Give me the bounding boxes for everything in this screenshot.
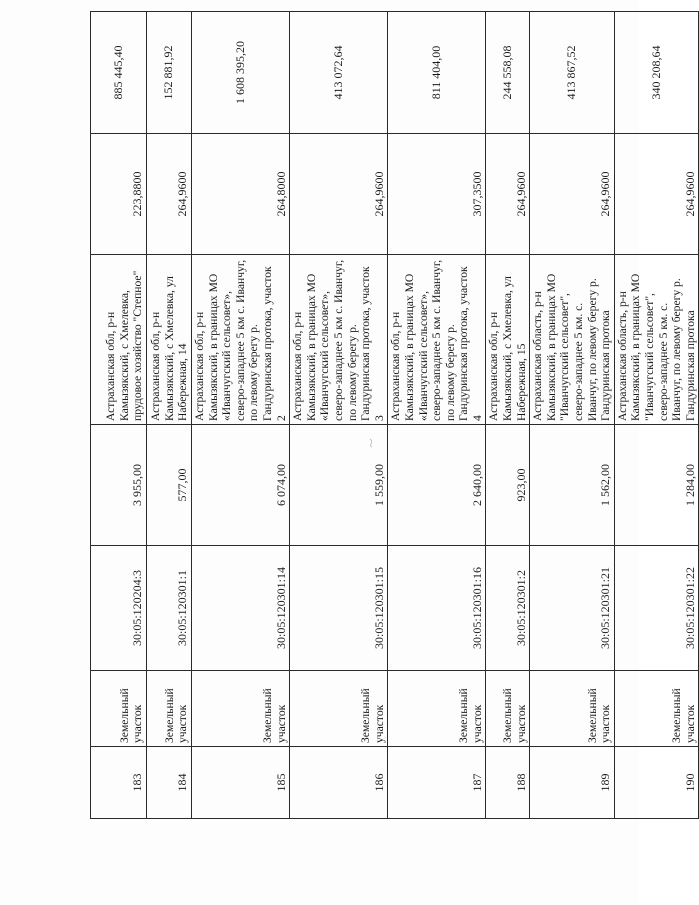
unit-price-cell: 264,9600 <box>290 134 388 255</box>
table-row <box>290 12 388 819</box>
address-cell: Астраханская обл, р-н Камызякский, с Хмелевка, ул Набережная, 15 <box>486 255 530 425</box>
address-cell: Астраханская обл, р-н Камызякский, с Хмелевка, прудовое хозяйство "Степное" <box>91 255 147 425</box>
cadastral-value-cell: 1 608 395,20 <box>192 12 290 134</box>
row-number-cell: 190 <box>614 747 699 819</box>
land-plots-table <box>90 11 699 819</box>
cadastral-number-cell: 30:05:120301:22 <box>614 546 699 671</box>
unit-price-cell: 264,9600 <box>530 134 615 255</box>
address-cell: Астраханская обл, р-н Камызякский, с Хмелевка, ул Набережная, 14 <box>147 255 192 425</box>
object-type-cell: Земельный участок <box>192 671 290 747</box>
area-value-cell: 2 640,00 <box>388 425 486 546</box>
area-value-cell: 1 559,00 <box>290 425 388 546</box>
unit-price-cell: 264,9600 <box>486 134 530 255</box>
object-type-cell: Земельный участок <box>614 671 699 747</box>
object-type-cell: Земельный участок <box>486 671 530 747</box>
rotated-table-container <box>90 12 697 819</box>
row-number-cell: 187 <box>388 747 486 819</box>
row-number-cell: 188 <box>486 747 530 819</box>
area-value-cell: 6 074,00 <box>192 425 290 546</box>
table-row <box>192 12 290 819</box>
row-number-cell: 186 <box>290 747 388 819</box>
cadastral-number-cell: 30:05:120301:14 <box>192 546 290 671</box>
area-value-cell: 923,00 <box>486 425 530 546</box>
object-type-cell: Земельный участок <box>91 671 147 747</box>
table-row <box>486 12 530 819</box>
address-cell: Астраханская область, р-н Камызякский, в границах МО "Иванчугский сельсовет", северо-западнее 5 км. с. Иванчуг, по левому берегу р. Гандуринская протока <box>614 255 699 425</box>
unit-price-cell: 307,3500 <box>388 134 486 255</box>
cadastral-value-cell: 244 558,08 <box>486 12 530 134</box>
cadastral-value-cell: 413 072,64 <box>290 12 388 134</box>
cadastral-value-cell: 885 445,40 <box>91 12 147 134</box>
address-cell: Астраханская обл, р-н Камызякский, в границах МО «Иванчугский сельсовет», северо-западнее 5 км с. Иванчуг, по левому берегу р. Гандуринская протока, участок 3 <box>290 255 388 425</box>
table-row <box>614 12 699 819</box>
unit-price-cell: 264,9600 <box>614 134 699 255</box>
unit-price-cell: 223,8800 <box>91 134 147 255</box>
row-number-cell: 185 <box>192 747 290 819</box>
cadastral-number-cell: 30:05:120301:1 <box>147 546 192 671</box>
object-type-cell: Земельный участок <box>290 671 388 747</box>
cadastral-number-cell: 30:05:120301:2 <box>486 546 530 671</box>
address-cell: Астраханская область, р-н Камызякский, в границах МО "Иванчугский сельсовет", северо-западнее 5 км. с. Иванчуг, по левому берегу р. Гандуринская протока <box>530 255 615 425</box>
cadastral-value-cell: 152 881,92 <box>147 12 192 134</box>
table-row <box>530 12 615 819</box>
cadastral-number-cell: 30:05:120301:16 <box>388 546 486 671</box>
row-number-cell: 184 <box>147 747 192 819</box>
row-number-cell: 189 <box>530 747 615 819</box>
object-type-cell: Земельный участок <box>147 671 192 747</box>
address-cell: Астраханская обл, р-н Камызякский, в границах МО «Иванчугский сельсовет», северо-западнее 5 км с. Иванчуг, по левому берегу р. Гандуринская протока, участок 2 <box>192 255 290 425</box>
area-value-cell: 1 562,00 <box>530 425 615 546</box>
cadastral-number-cell: 30:05:120204:3 <box>91 546 147 671</box>
row-number-cell: 183 <box>91 747 147 819</box>
address-cell: Астраханская обл, р-н Камызякский, в границах МО «Иванчугский сельсовет», северо-западнее 5 км с. Иванчуг, по левому берегу р. Гандуринская протока, участок 4 <box>388 255 486 425</box>
area-value-cell: 3 955,00 <box>91 425 147 546</box>
table-body <box>91 12 699 819</box>
unit-price-cell: 264,9600 <box>147 134 192 255</box>
cadastral-number-cell: 30:05:120301:21 <box>530 546 615 671</box>
cadastral-number-cell: 30:05:120301:15 <box>290 546 388 671</box>
area-value-cell: 577,00 <box>147 425 192 546</box>
table-row <box>388 12 486 819</box>
cadastral-value-cell: 413 867,52 <box>530 12 615 134</box>
cadastral-value-cell: 811 404,00 <box>388 12 486 134</box>
table-row <box>147 12 192 819</box>
cadastral-value-cell: 340 208,64 <box>614 12 699 134</box>
unit-price-cell: 264,8000 <box>192 134 290 255</box>
table-row <box>91 12 147 819</box>
object-type-cell: Земельный участок <box>388 671 486 747</box>
area-value-cell: 1 284,00 <box>614 425 699 546</box>
object-type-cell: Земельный участок <box>530 671 615 747</box>
